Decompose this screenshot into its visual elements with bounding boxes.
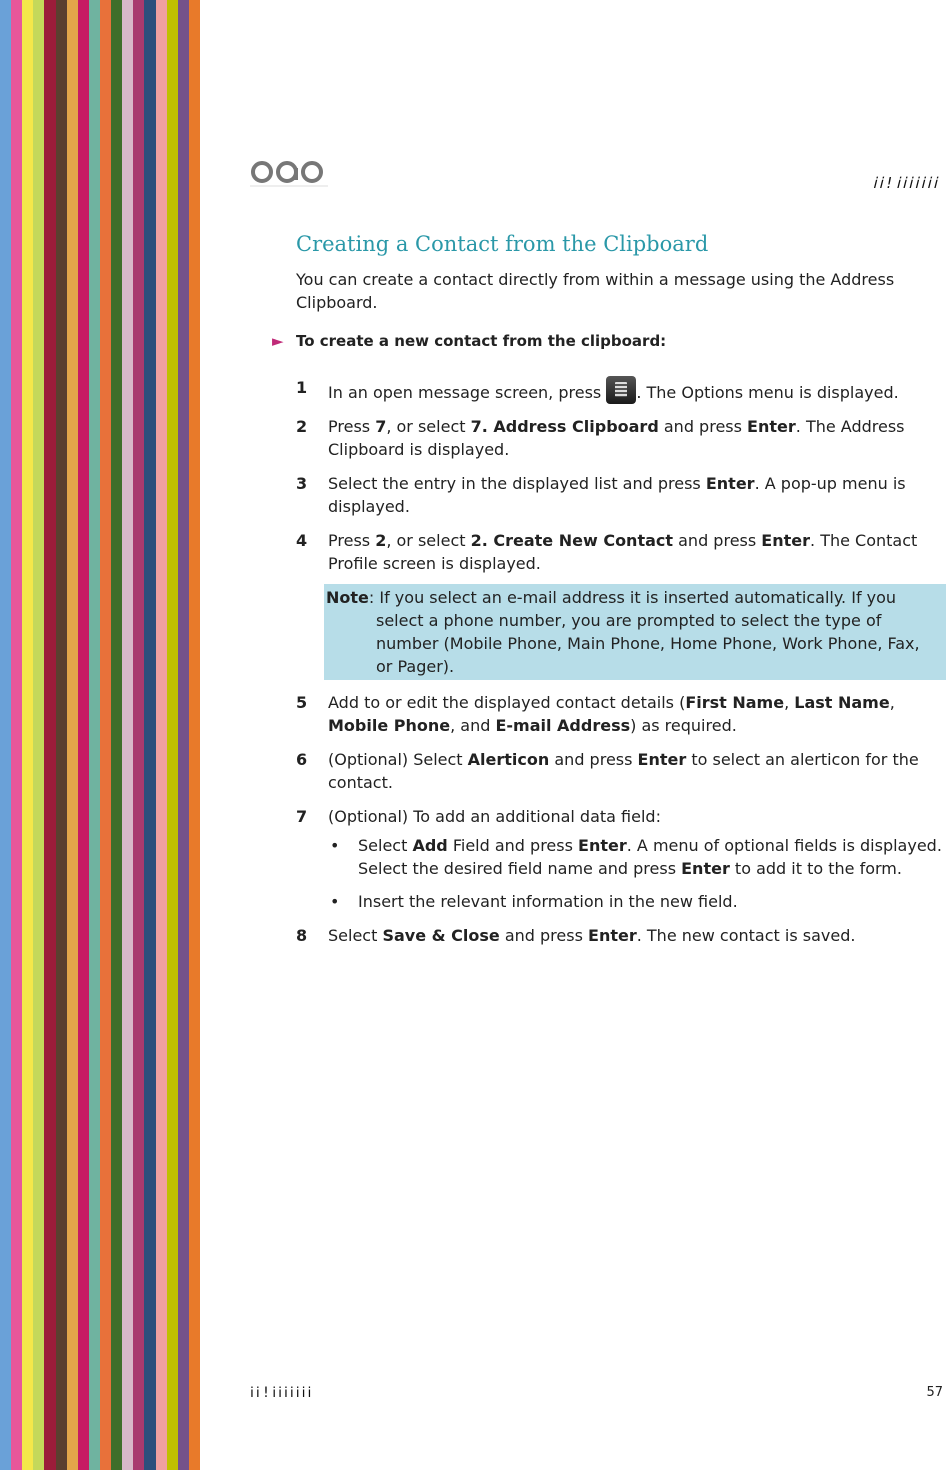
step-number: 2 — [296, 417, 308, 436]
step-text: . The Options menu is displayed. — [636, 383, 899, 402]
running-footer: ⅰⅰ!ⅰⅰⅰⅰⅰⅰⅰ — [250, 1385, 314, 1401]
step-item — [296, 472, 946, 518]
stripe — [178, 0, 189, 1470]
step-item — [296, 805, 946, 913]
key-label: 7 — [375, 417, 387, 436]
stripe — [44, 0, 55, 1470]
step-number: 7 — [296, 807, 308, 826]
field-label: Alerticon — [467, 750, 550, 769]
procedure-heading — [272, 332, 946, 350]
key-label: Enter — [681, 859, 730, 878]
step-text: , — [889, 693, 895, 712]
stripe — [156, 0, 167, 1470]
stripe — [56, 0, 67, 1470]
key-label: Enter — [761, 531, 811, 550]
bullet-text: to add it to the form. — [729, 859, 902, 878]
key-label: Enter — [705, 474, 755, 493]
note-label: Note — [326, 588, 369, 607]
step-text: Select — [328, 926, 383, 945]
key-label: 2 — [375, 531, 387, 550]
step-number: 1 — [296, 378, 308, 397]
key-label: Enter — [637, 750, 687, 769]
stripe — [78, 0, 89, 1470]
step-item — [296, 529, 946, 575]
main-content — [272, 232, 946, 958]
page-number: 57 — [926, 1385, 943, 1400]
intro-paragraph: You can create a contact directly from within a message using the Address Clipboard. — [296, 270, 895, 312]
step-text: . A pop-up menu is displayed. — [328, 474, 906, 516]
procedure-heading-text: To create a new contact from the clipboard: — [296, 332, 667, 350]
note-box — [324, 584, 946, 680]
field-label: First Name — [685, 693, 785, 712]
menu-option-label: 2. Create New Contact — [470, 531, 674, 550]
list-item — [328, 834, 946, 880]
stripe — [89, 0, 100, 1470]
step-text: Press — [328, 531, 376, 550]
stripe — [133, 0, 144, 1470]
step-text: to select an alerticon for the contact. — [328, 750, 919, 792]
field-label: Save & Close — [382, 926, 500, 945]
bullet-text: . A menu of optional fields is displayed. Select the desired field name and press — [358, 836, 942, 878]
stripe — [11, 0, 22, 1470]
step-text: and press — [673, 531, 762, 550]
step-number: 4 — [296, 531, 308, 550]
field-label: Last Name — [794, 693, 890, 712]
step-text: Add to or edit the displayed contact details ( — [328, 693, 686, 712]
stripe — [144, 0, 155, 1470]
step-text: (Optional) Select — [328, 750, 468, 769]
step-text: (Optional) To add an additional data field: — [328, 807, 661, 826]
step-number: 5 — [296, 693, 308, 712]
list-item — [328, 890, 946, 913]
note-body — [326, 586, 940, 678]
step-number: 6 — [296, 750, 308, 769]
bullet-text: Insert the relevant information in the new field. — [358, 892, 738, 911]
step-number: 8 — [296, 926, 308, 945]
bullet-text: Field and press — [447, 836, 579, 855]
options-menu-button-icon — [606, 376, 636, 404]
stripe — [67, 0, 78, 1470]
stripe — [122, 0, 133, 1470]
step-text: ) as required. — [630, 716, 737, 735]
step-item — [296, 376, 946, 404]
running-header: ⅰⅰ!ⅰⅰⅰⅰⅰⅰⅰ — [872, 174, 939, 192]
note-text: : If you select an e-mail address it is inserted automatically. If you select a phone number, you are prompted to select the type of number (Mobile Phone, Main Phone, Home Phone, Work Phone, Fax, or Pager). — [368, 588, 920, 676]
step-text: . The Contact Profile screen is displayed. — [328, 531, 918, 573]
stripe — [111, 0, 122, 1470]
step-text: Press — [328, 417, 376, 436]
step-item — [296, 748, 946, 794]
step-item — [296, 924, 946, 947]
menu-option-label: 7. Address Clipboard — [470, 417, 659, 436]
step-text: and press — [499, 926, 589, 945]
decorative-stripes — [0, 0, 200, 1470]
bullet-text: Select — [358, 836, 413, 855]
stripe — [100, 0, 111, 1470]
step-item — [296, 415, 946, 461]
page-title: Creating a Contact from the Clipboard — [296, 232, 709, 256]
field-label: Mobile Phone — [328, 716, 451, 735]
step-text: , and — [450, 716, 496, 735]
step-text: and press — [658, 417, 748, 436]
triangle-bullet-icon: ► — [272, 332, 284, 350]
field-label: Add — [412, 836, 448, 855]
ogo-logo — [250, 156, 328, 190]
step-text: , — [784, 693, 795, 712]
steps-list — [296, 376, 946, 947]
stripe — [189, 0, 200, 1470]
key-label: Enter — [588, 926, 637, 945]
stripe — [33, 0, 44, 1470]
step-text: and press — [549, 750, 638, 769]
stripe — [167, 0, 178, 1470]
sub-bullet-list — [328, 834, 946, 913]
step-text: . The Address Clipboard is displayed. — [328, 417, 905, 459]
step-item — [296, 691, 946, 737]
field-label: E-mail Address — [495, 716, 631, 735]
key-label: Enter — [578, 836, 627, 855]
stripe — [22, 0, 33, 1470]
step-number: 3 — [296, 474, 308, 493]
step-text: . The new contact is saved. — [636, 926, 856, 945]
step-text: Select the entry in the displayed list and press — [328, 474, 706, 493]
step-text: , or select — [386, 531, 471, 550]
stripe — [0, 0, 11, 1470]
step-text: , or select — [386, 417, 471, 436]
key-label: Enter — [747, 417, 796, 436]
step-text: In an open message screen, press — [328, 383, 607, 402]
